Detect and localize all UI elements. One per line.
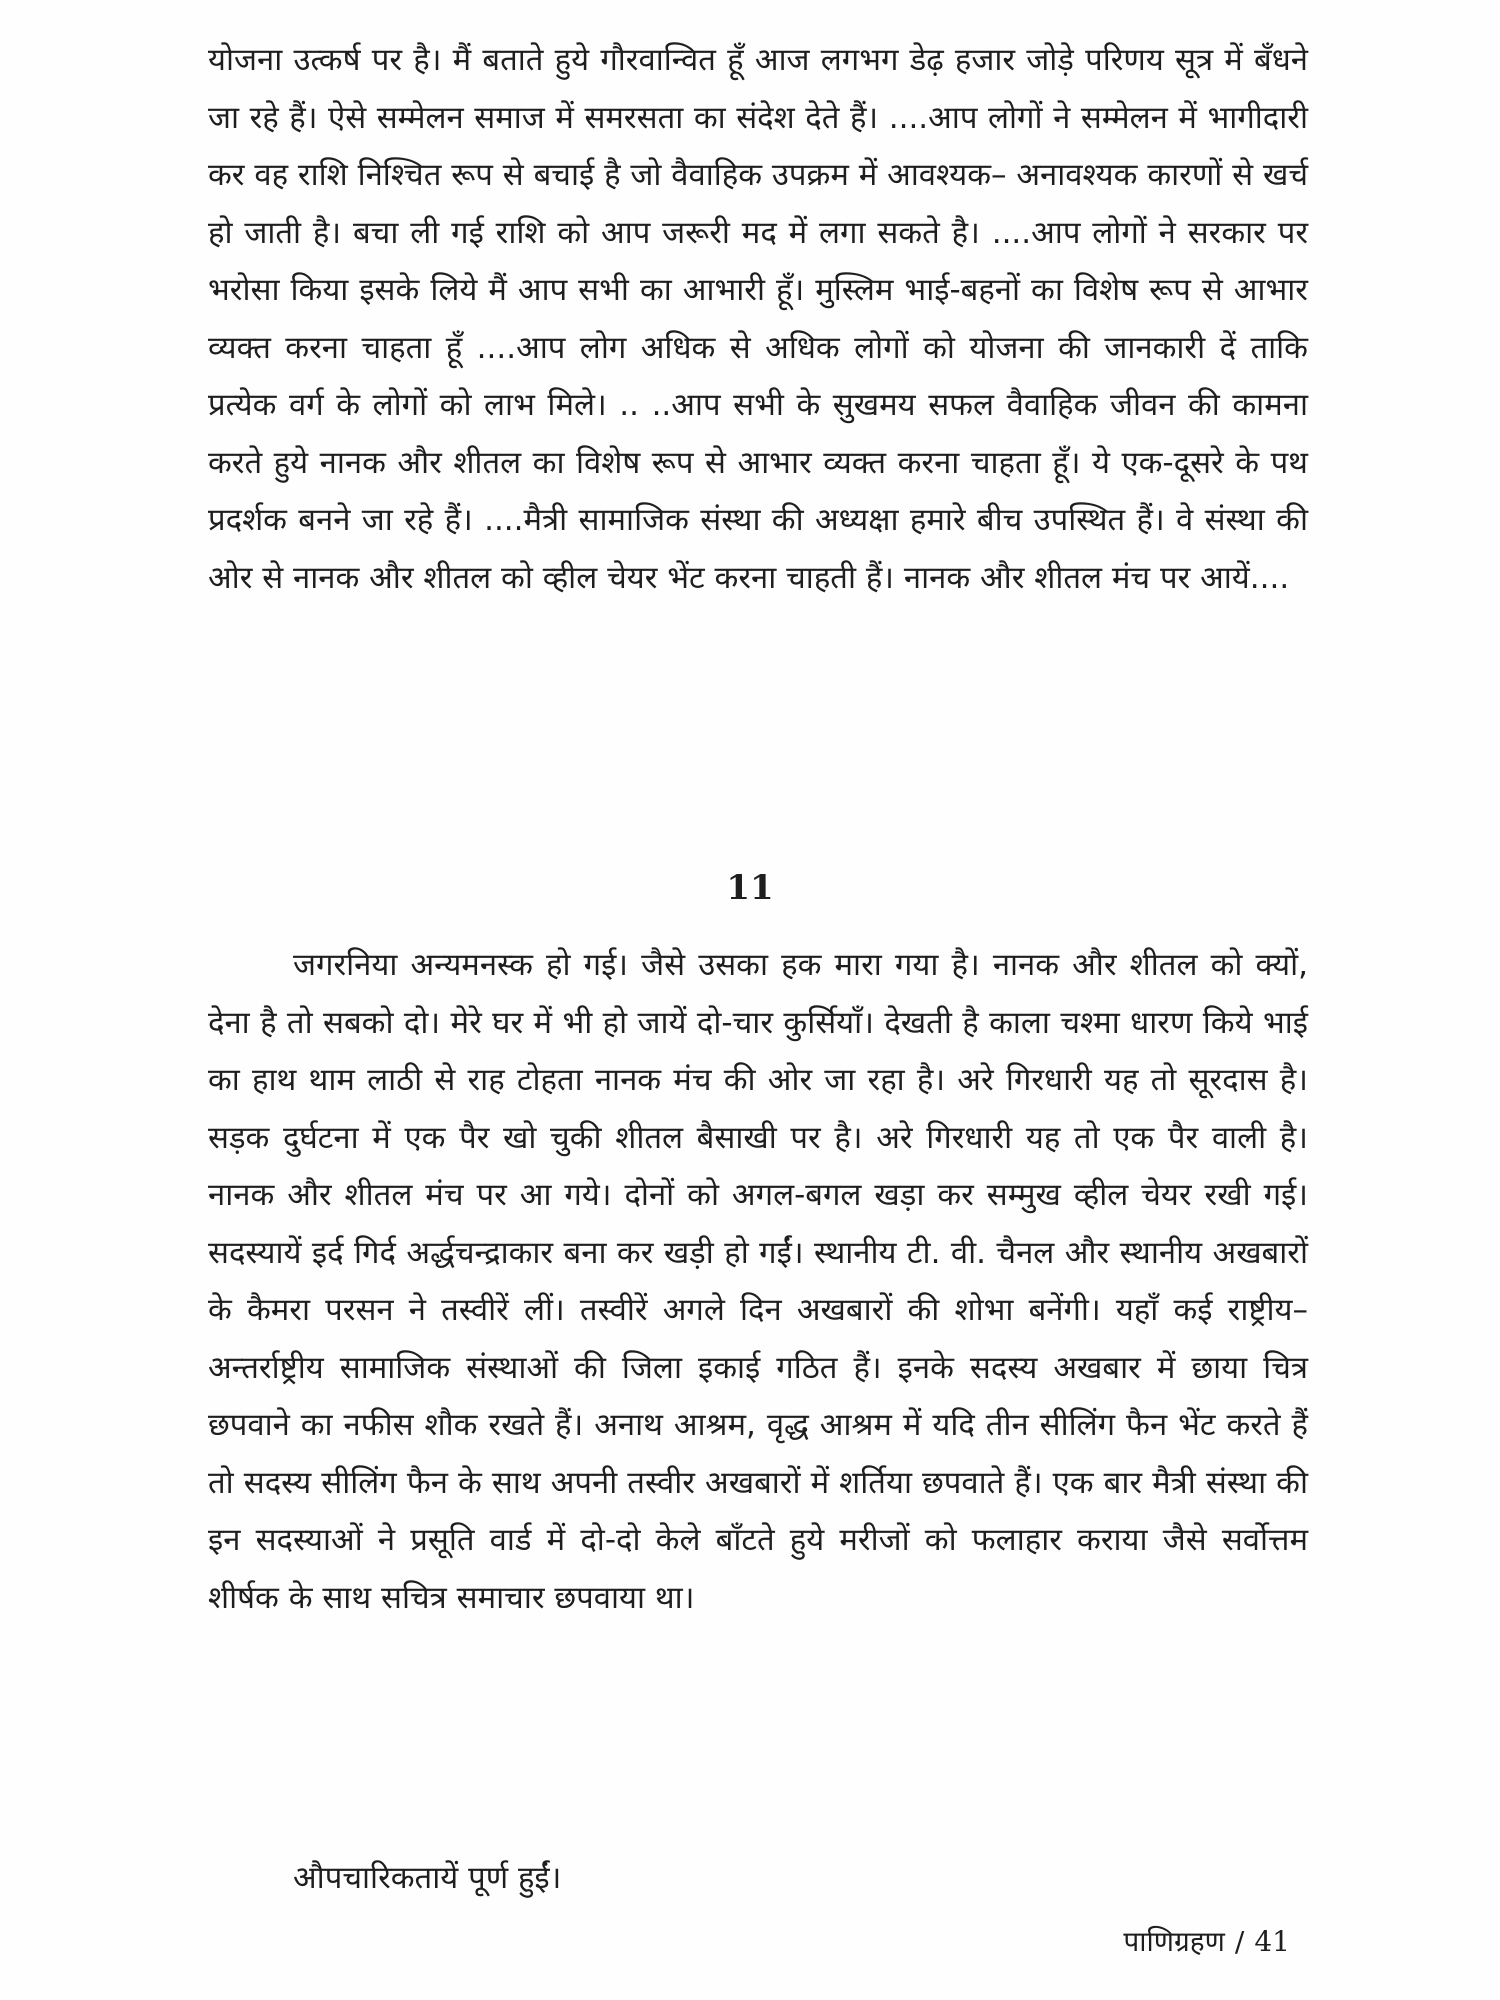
chapter-body <box>208 937 1308 1627</box>
top-paragraph-text: योजना उत्कर्ष पर है। मैं बताते हुये गौरवान्वित हूँ आज लगभग डेढ़ हजार जोड़े परिणय सूत्र में बँधने जा रहे हैं। ऐसे सम्मेलन समाज में समरसता का संदेश देते हैं। ....आप लोगों ने सम्मेलन में भागीदारी कर वह राशि निश्चित रूप से बचाई है जो वैवाहिक उपक्रम में आवश्यक– अनावश्यक कारणों से खर्च हो जाती है। बचा ली गई राशि को आप जरूरी मद में लगा सकते है। ....आप लोगों ने सरकार पर भरोसा किया इसके लिये मैं आप सभी का आभारी हूँ। मुस्लिम भाई-बहनों का विशेष रूप से आभार व्यक्त करना चाहता हूँ ....आप लोग अधिक से अधिक लोगों को योजना की जानकारी दें ताकि प्रत्येक वर्ग के लोगों को लाभ मिले। .. ..आप सभी के सुखमय सफल वैवाहिक जीवन की कामना करते हुये नानक और शीतल का विशेष रूप से आभार व्यक्त करना चाहता हूँ। ये एक-दूसरे के पथ प्रदर्शक बनने जा रहे हैं। ....मैत्री सामाजिक संस्था की अध्यक्षा हमारे बीच उपस्थित हैं। वे संस्था की ओर से नानक और शीतल को व्हील चेयर भेंट करना चाहती हैं। नानक और शीतल मंच पर आयें.... <box>208 42 1308 596</box>
closing-line: औपचारिकतायें पूर्ण हुईं। <box>293 1860 562 1896</box>
footer-book-title: पाणिग्रहण <box>1123 1925 1225 1958</box>
footer-separator: / <box>1234 1925 1245 1958</box>
chapter-paragraph: जगरनिया अन्यमनस्क हो गई। जैसे उसका हक मारा गया है। नानक और शीतल को क्यों, देना है तो सबको दो। मेरे घर में भी हो जायें दो-चार कुर्सियाँ। देखती है काला चश्मा धारण किये भाई का हाथ थाम लाठी से राह टोहता नानक मंच की ओर जा रहा है। अरे गिरधारी यह तो सूरदास है। सड़क दुर्घटना में एक पैर खो चुकी शीतल बैसाखी पर है। अरे गिरधारी यह तो एक पैर वाली है। नानक और शीतल मंच पर आ गये। दोनों को अगल-बगल खड़ा कर सम्मुख व्हील चेयर रखी गई। सदस्यायें इर्द गिर्द अर्द्धचन्द्राकार बना कर खड़ी हो गईं। स्थानीय टी. वी. चैनल और स्थानीय अखबारों के कैमरा परसन ने तस्वीरें लीं। तस्वीरें अगले दिन अखबारों की शोभा बनेंगी। यहाँ कई राष्ट्रीय–अन्तर्राष्ट्रीय सामाजिक संस्थाओं की जिला इकाई गठित हैं। इनके सदस्य अखबार में छाया चित्र छपवाने का नफीस शौक रखते हैं। अनाथ आश्रम, वृद्ध आश्रम में यदि तीन सीलिंग फैन भेंट करते हैं तो सदस्य सीलिंग फैन के साथ अपनी तस्वीर अखबारों में शर्तिया छपवाते हैं। एक बार मैत्री संस्था की इन सदस्याओं ने प्रसूति वार्ड में दो-दो केले बाँटते हुये मरीजों को फलाहार कराया जैसे सर्वोत्तम शीर्षक के साथ सचित्र समाचार छपवाया था। <box>208 947 1308 1616</box>
page-footer <box>1123 1922 1290 1962</box>
top-paragraph <box>208 32 1308 607</box>
footer-page-number: 41 <box>1254 1925 1290 1958</box>
chapter-number: 11 <box>726 868 774 908</box>
